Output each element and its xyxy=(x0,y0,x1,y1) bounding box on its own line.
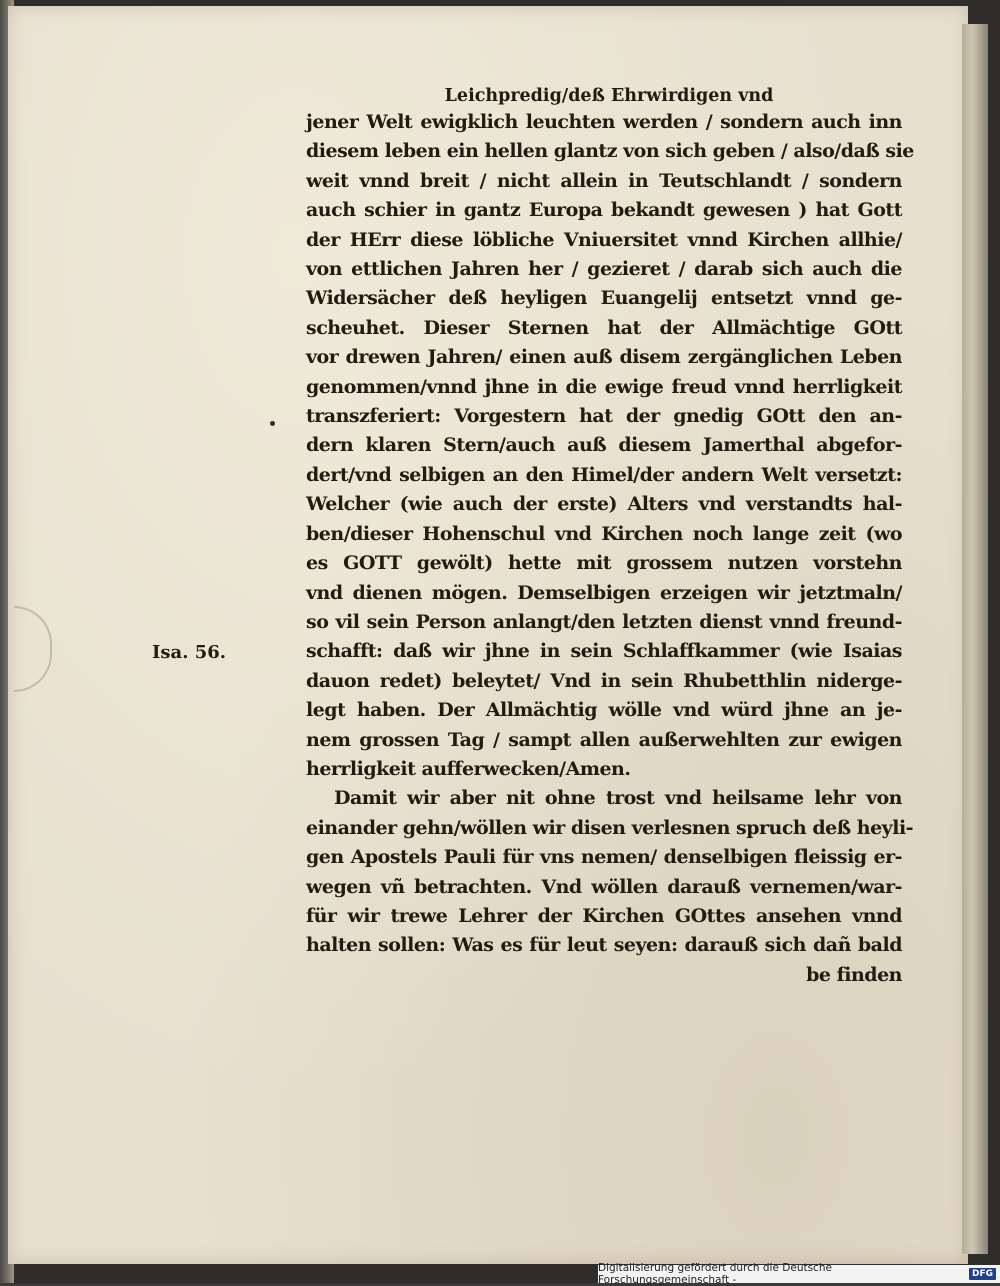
text-line: Widersächer deß heyligen Euangelij entsetzt vnnd ge- xyxy=(306,287,902,310)
text-line: ben/dieser Hohenschul vnd Kirchen noch lange zeit (wo xyxy=(306,522,902,545)
page-edge xyxy=(962,24,988,1254)
text-line: von ettlichen Jahren her / gezieret / darab sich auch die xyxy=(306,258,902,281)
text-line: legt haben. Der Allmächtig wölle vnd würd jhne an je- xyxy=(306,699,902,722)
text-line: gen Apostels Pauli für vns nemen/ denselbigen fleissig er- xyxy=(306,846,902,869)
page-text xyxy=(306,84,914,990)
body-text xyxy=(306,108,914,961)
text-line: vor drewen Jahren/ einen auß disem zergänglichen Leben xyxy=(306,346,902,369)
text-line: halten sollen: Was es für leut seyen: darauß sich dañ bald xyxy=(306,934,902,957)
running-head: Leichpredig/deß Ehrwirdigen vnd xyxy=(444,86,774,106)
text-line: vnd dienen mögen. Demselbigen erzeigen wir jetztmaln/ xyxy=(306,581,902,604)
catchword: be finden xyxy=(806,963,902,986)
text-line: herrligkeit aufferwecken/Amen. xyxy=(306,757,631,780)
text-line: nem grossen Tag / sampt allen außerwehlten zur ewigen xyxy=(306,728,902,751)
margin-note: Isa. 56. xyxy=(152,642,227,663)
ink-mark xyxy=(270,421,275,426)
text-line: diesem leben ein hellen glantz von sich geben / also/daß sie xyxy=(306,140,914,163)
text-line: es GOTT gewölt) hette mit grossem nutzen vorstehn xyxy=(306,552,902,575)
footer-credit: Digitalisierung gefördert durch die Deutsche Forschungsgemeinschaft - xyxy=(598,1262,832,1286)
text-line: Welcher (wie auch der erste) Alters vnd verstandts hal- xyxy=(306,493,902,516)
text-line: auch schier in gantz Europa bekandt gewesen ) hat Gott xyxy=(306,199,902,222)
dfg-logo: DFG xyxy=(969,1268,996,1280)
text-line: genommen/vnnd jhne in die ewige freud vnnd herrligkeit xyxy=(306,375,902,398)
text-line: einander gehn/wöllen wir disen verlesnen spruch deß heyli- xyxy=(306,816,914,839)
text-line: für wir trewe Lehrer der Kirchen GOttes ansehen vnnd xyxy=(306,904,902,927)
text-line: weit vnnd breit / nicht allein in Teutschlandt / sondern xyxy=(306,169,902,192)
text-line: so vil sein Person anlangt/den letzten dienst vnnd freund- xyxy=(306,610,902,633)
text-line: jener Welt ewigklich leuchten werden / sondern auch inn xyxy=(306,111,902,133)
text-line: wegen vñ betrachten. Vnd wöllen darauß vernemen/war- xyxy=(306,875,902,898)
text-line: scheuhet. Dieser Sternen hat der Allmächtige GOtt xyxy=(306,316,902,339)
text-line: schafft: daß wir jhne in sein Schlaffkammer (wie Isaias xyxy=(306,640,902,663)
text-line: dern klaren Stern/auch auß diesem Jamerthal abgefor- xyxy=(306,434,902,457)
text-line: dauon redet) beleytet/ Vnd in sein Rhubetthlin niderge- xyxy=(306,669,902,692)
text-line: der HErr diese löbliche Vniuersitet vnnd Kirchen allhie/ xyxy=(306,228,902,251)
text-line: dert/vnd selbigen an den Himel/der andern Welt versetzt: xyxy=(306,463,902,486)
text-line: Damit wir aber nit ohne trost vnd heilsame lehr von xyxy=(334,787,902,810)
page-clip-shadow xyxy=(14,606,52,692)
text-line: transzferiert: Vorgestern hat der gnedig GOtt den an- xyxy=(306,405,902,428)
digitization-footer xyxy=(598,1262,1000,1286)
